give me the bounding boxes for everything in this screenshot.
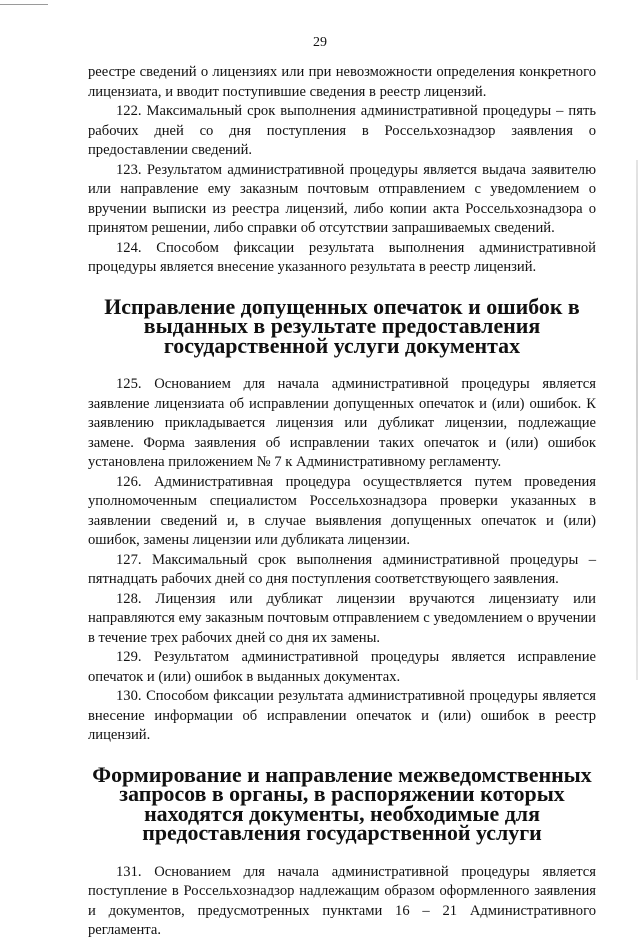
scan-corner-mark [0,0,48,5]
paragraph-126: 126. Административная процедура осуществляется путем проведения уполномоченным специалистом Россельхознадзора проверки указанных в заявлении сведений и, в случае выявления допущенных опечаток и (или) ошибок, замены лицензии или дубликата лицензии. [88,473,596,548]
paragraph-123: 123. Результатом административной процедуры является выдача заявителю или направление ему заказным почтовым отправлением с уведомлением о вручении выписки из реестра лицензий, либо копии акта Россельхознадзора о принятом решении, либо справки об отсутствии запрашиваемых сведений. [88,161,596,236]
spacer [88,843,596,863]
paragraph-130: 130. Способом фиксации результата административной процедуры является внесение информации об исправлении опечаток и (или) ошибок в реестр лицензий. [88,688,596,743]
paragraph-131: 131. Основанием для начала административной процедуры является поступление в Россельхознадзор надлежащим образом оформленного заявления и документов, предусмотренных пунктами 16 – 21 Административного регламента. [88,863,596,938]
paragraph-128: 128. Лицензия или дубликат лицензии вручаются лицензиату или направляются ему заказным почтовым отправлением с уведомлением о вручении в течение трех рабочих дней со дня их замены. [88,590,596,646]
section-heading-interagency-requests: Формирование и направление межведомственных запросов в органы, в распоряжении которых находятся документы, необходимые для предоставления государственной услуги [92,761,592,845]
spacer [88,355,596,375]
scan-edge-shadow [636,160,638,680]
paragraph-125: 125. Основанием для начала административной процедуры является заявление лицензиата об исправлении допущенных опечаток и (или) ошибок. К заявлению прикладывается лицензия или дубликат лицензии, подлежащие замене. Форма заявления об исправлении таких опечаток и (или) ошибок установлена приложением № 7 к Административному регламенту. [88,376,596,470]
paragraph-continuation: реестре сведений о лицензиях или при невозможности определения конкретного лицензиата, и вводит поступившие сведения в реестр лицензий. [88,64,596,100]
section-heading-corrections: Исправление допущенных опечаток и ошибок в выданных в результате предоставления государственной услуги документах [104,293,580,358]
page-number: 29 [313,35,327,50]
paragraph-124: 124. Способом фиксации результата выполнения административной процедуры является внесение указанного результата в реестр лицензий. [88,239,596,275]
paragraph-129: 129. Результатом административной процедуры является исправление опечаток и (или) ошибок в выданных документах. [88,649,596,685]
paragraph-122: 122. Максимальный срок выполнения административной процедуры – пять рабочих дней со дня поступления в Россельхознадзор заявления о предоставлении сведений. [88,103,596,158]
paragraph-127: 127. Максимальный срок выполнения административной процедуры – пятнадцать рабочих дней со дня поступления соответствующего заявления. [88,551,596,587]
document-body [88,63,596,941]
